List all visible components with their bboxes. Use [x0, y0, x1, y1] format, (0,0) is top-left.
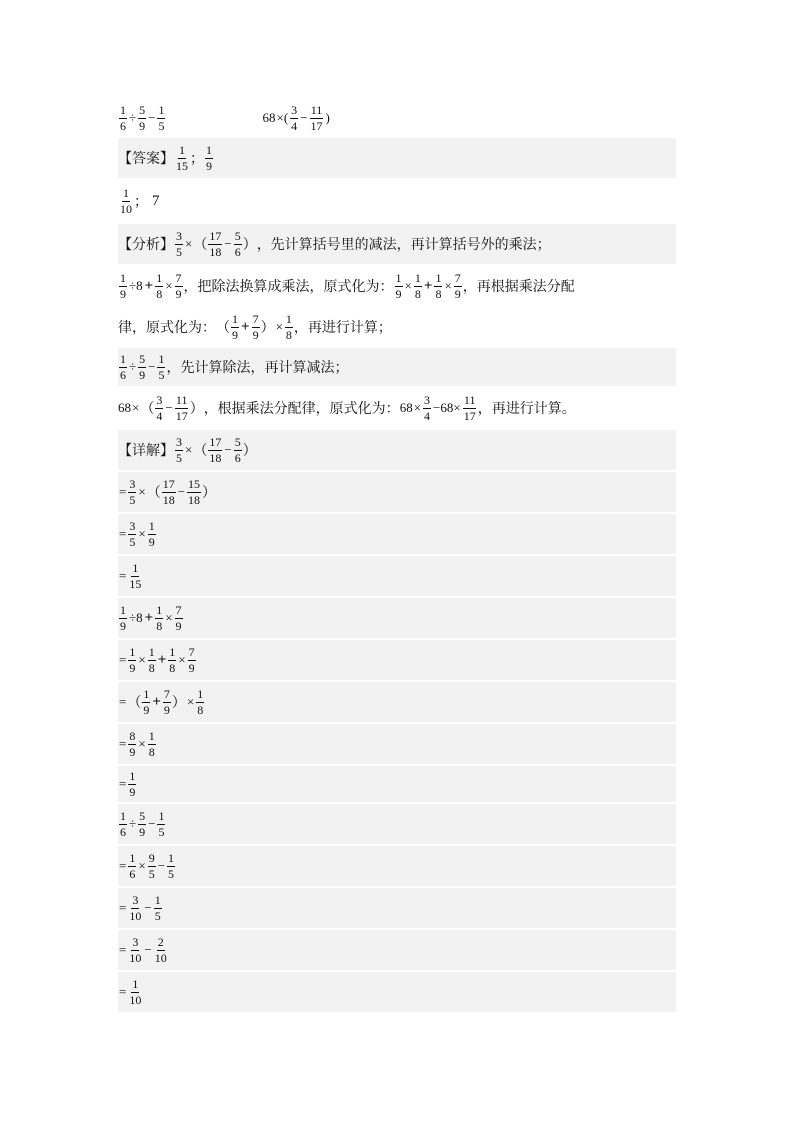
- detail-line-2: = $\frac{3}{5}$ × （ $\frac{17}{18}$ − $\frac{15}{18}$ ）: [118, 472, 676, 512]
- answer-line: 【答案】 $\frac{1}{15}$ ； $\frac{1}{9}$: [118, 138, 676, 178]
- analysis-line-5: 68 × （ $\frac{3}{4}$ − $\frac{11}{17}$ ） ，根据乘法分配律，原式化为： 68 × $\frac{3}{4}$ −68× $\frac{11}{17}$ ，再进行计算。: [118, 392, 576, 423]
- detail-line-14: = $\frac{1}{10}$: [118, 972, 676, 1012]
- number: 68: [262, 110, 276, 125]
- detail-line-8: = $\frac{8}{9}$ × $\frac{1}{8}$: [118, 724, 676, 764]
- fraction: $\frac{3}{4}$: [291, 102, 298, 133]
- answer-label: 【答案】: [118, 151, 174, 167]
- fraction: $\frac{1}{6}$: [120, 102, 126, 133]
- detail-line-5: $\frac{1}{9}$ ÷8 + $\frac{1}{8}$ × $\frac{7}{9}$: [118, 598, 676, 638]
- detail-line-11: = $\frac{1}{6}$ × $\frac{9}{5}$ − $\frac{1}{5}$: [118, 846, 676, 886]
- analysis-label: 【分析】: [118, 237, 174, 253]
- detail-line-7: = （ $\frac{1}{9}$ + $\frac{7}{9}$ ） × $\frac{1}{8}$: [118, 682, 676, 722]
- fraction: $\frac{1}{5}$: [158, 102, 165, 133]
- detail-line-9: = $\frac{1}{9}$: [118, 766, 676, 802]
- detail-line-4: = $\frac{1}{15}$: [118, 556, 676, 596]
- fraction: $\frac{11}{17}$: [310, 102, 323, 133]
- detail-label: 【详解】: [118, 443, 174, 459]
- detail-line-10: $\frac{1}{6}$ ÷ $\frac{5}{9}$ − $\frac{1}{5}$: [118, 804, 676, 844]
- fraction: $\frac{5}{9}$: [139, 102, 146, 133]
- analysis-line-3: 律，原式化为： （ $\frac{1}{9}$ + $\frac{7}{9}$ ） × $\frac{1}{8}$ ，再进行计算；: [118, 311, 392, 342]
- analysis-line-1: 【分析】 $\frac{3}{5}$ × （ $\frac{17}{18}$ − $\frac{5}{6}$ ） ，先计算括号里的减法，再计算括号外的乘法；: [118, 224, 676, 264]
- analysis-line-4: $\frac{1}{6}$ ÷ $\frac{5}{9}$ − $\frac{1}{5}$ ，先计算除法，再计算减法；: [118, 348, 676, 386]
- detail-line-13: = $\frac{3}{10}$ − $\frac{2}{10}$: [118, 930, 676, 970]
- answer-line-2: $\frac{1}{10}$ ； 7: [120, 185, 160, 216]
- detail-line-6: = $\frac{1}{9}$ × $\frac{1}{8}$ + $\frac{1}{8}$ × $\frac{7}{9}$: [118, 640, 676, 680]
- problem-line: $\frac{1}{6}$ ÷ $\frac{5}{9}$ − $\frac{1}{5}$ 68 ×( $\frac{3}{4}$ − $\frac{11}{17}$ ): [120, 102, 330, 133]
- detail-line-12: = $\frac{3}{10}$ − $\frac{1}{5}$: [118, 888, 676, 928]
- analysis-line-2: $\frac{1}{9}$ ÷8 + $\frac{1}{8}$ × $\frac{7}{9}$ ，把除法换算成乘法，原式化为： $\frac{1}{9}$ × $\frac{1}{8}$ + $\frac{1}{8}$ × $\frac{7}{9}$ ，再根据乘法分配: [120, 270, 575, 301]
- detail-line-3: = $\frac{3}{5}$ × $\frac{1}{9}$: [118, 514, 676, 554]
- detail-line-1: 【详解】 $\frac{3}{5}$ × （ $\frac{17}{18}$ − $\frac{5}{6}$ ）: [118, 430, 676, 470]
